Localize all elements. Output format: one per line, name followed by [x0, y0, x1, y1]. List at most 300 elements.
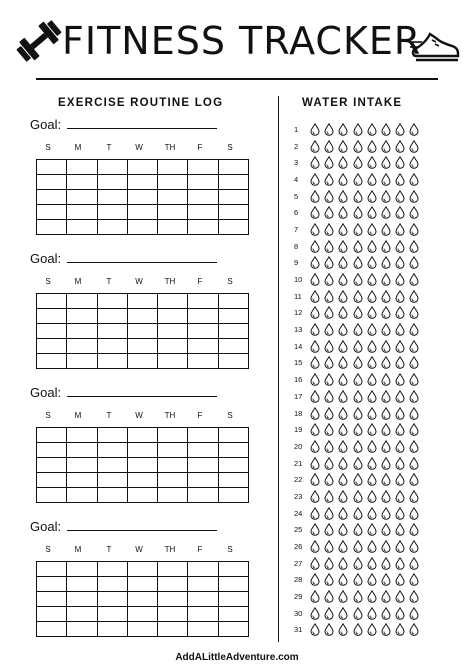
water-drop-icon[interactable] — [310, 190, 320, 203]
water-drop-icon[interactable] — [310, 623, 320, 636]
water-drop-icon[interactable] — [381, 273, 391, 286]
water-drop-icon[interactable] — [395, 490, 405, 503]
water-drop-icon[interactable] — [338, 273, 348, 286]
water-drop-icon[interactable] — [324, 590, 334, 603]
grid-cell[interactable] — [37, 175, 67, 190]
grid-cell[interactable] — [37, 324, 67, 339]
water-drop-icon[interactable] — [310, 373, 320, 386]
grid-cell[interactable] — [97, 205, 127, 220]
water-drop-icon[interactable] — [395, 440, 405, 453]
water-drop-icon[interactable] — [338, 473, 348, 486]
water-drop-icon[interactable] — [338, 140, 348, 153]
water-drop-icon[interactable] — [310, 607, 320, 620]
water-drop-icon[interactable] — [353, 156, 363, 169]
grid-cell[interactable] — [97, 294, 127, 309]
water-drop-icon[interactable] — [310, 240, 320, 253]
grid-cell[interactable] — [127, 205, 157, 220]
water-drop-icon[interactable] — [353, 223, 363, 236]
water-drop-icon[interactable] — [310, 390, 320, 403]
water-drop-icon[interactable] — [324, 423, 334, 436]
grid-cell[interactable] — [97, 220, 127, 235]
grid-cell[interactable] — [158, 205, 188, 220]
water-drop-icon[interactable] — [381, 223, 391, 236]
water-drop-icon[interactable] — [324, 223, 334, 236]
water-drop-icon[interactable] — [338, 407, 348, 420]
water-drop-icon[interactable] — [381, 140, 391, 153]
water-drop-icon[interactable] — [409, 623, 419, 636]
grid-cell[interactable] — [37, 622, 67, 637]
water-drop-icon[interactable] — [367, 623, 377, 636]
water-drop-icon[interactable] — [324, 440, 334, 453]
grid-cell[interactable] — [188, 324, 218, 339]
water-drop-icon[interactable] — [409, 557, 419, 570]
water-drop-icon[interactable] — [353, 290, 363, 303]
water-drop-icon[interactable] — [310, 206, 320, 219]
water-drop-icon[interactable] — [353, 607, 363, 620]
water-drop-icon[interactable] — [381, 340, 391, 353]
grid-cell[interactable] — [158, 562, 188, 577]
water-drop-icon[interactable] — [395, 607, 405, 620]
water-drop-icon[interactable] — [367, 407, 377, 420]
water-drop-icon[interactable] — [338, 573, 348, 586]
water-drop-icon[interactable] — [338, 290, 348, 303]
grid-cell[interactable] — [67, 160, 97, 175]
water-drop-icon[interactable] — [367, 356, 377, 369]
water-drop-icon[interactable] — [381, 523, 391, 536]
water-drop-icon[interactable] — [310, 590, 320, 603]
grid-cell[interactable] — [97, 577, 127, 592]
grid-cell[interactable] — [218, 294, 248, 309]
water-drop-icon[interactable] — [338, 607, 348, 620]
water-drop-icon[interactable] — [353, 340, 363, 353]
water-drop-icon[interactable] — [409, 407, 419, 420]
water-drop-icon[interactable] — [324, 123, 334, 136]
grid-cell[interactable] — [158, 488, 188, 503]
water-drop-icon[interactable] — [338, 206, 348, 219]
water-drop-icon[interactable] — [367, 256, 377, 269]
water-drop-icon[interactable] — [395, 356, 405, 369]
grid-cell[interactable] — [97, 622, 127, 637]
grid-cell[interactable] — [127, 622, 157, 637]
grid-cell[interactable] — [127, 160, 157, 175]
grid-cell[interactable] — [37, 458, 67, 473]
water-drop-icon[interactable] — [409, 190, 419, 203]
water-drop-icon[interactable] — [324, 256, 334, 269]
water-drop-icon[interactable] — [310, 306, 320, 319]
water-drop-icon[interactable] — [395, 423, 405, 436]
water-drop-icon[interactable] — [395, 523, 405, 536]
grid-cell[interactable] — [127, 294, 157, 309]
water-drop-icon[interactable] — [395, 206, 405, 219]
water-drop-icon[interactable] — [310, 540, 320, 553]
grid-cell[interactable] — [188, 205, 218, 220]
grid-cell[interactable] — [158, 592, 188, 607]
grid-cell[interactable] — [127, 592, 157, 607]
water-drop-icon[interactable] — [353, 306, 363, 319]
water-drop-icon[interactable] — [381, 190, 391, 203]
grid-cell[interactable] — [158, 190, 188, 205]
grid-cell[interactable] — [97, 607, 127, 622]
water-drop-icon[interactable] — [409, 240, 419, 253]
water-drop-icon[interactable] — [367, 457, 377, 470]
grid-cell[interactable] — [37, 577, 67, 592]
water-drop-icon[interactable] — [381, 206, 391, 219]
grid-cell[interactable] — [37, 488, 67, 503]
water-drop-icon[interactable] — [381, 440, 391, 453]
water-drop-icon[interactable] — [353, 407, 363, 420]
water-drop-icon[interactable] — [310, 356, 320, 369]
goal-line[interactable] — [67, 262, 217, 263]
grid-cell[interactable] — [158, 428, 188, 443]
grid-cell[interactable] — [188, 354, 218, 369]
water-drop-icon[interactable] — [395, 190, 405, 203]
water-drop-icon[interactable] — [338, 306, 348, 319]
water-drop-icon[interactable] — [310, 440, 320, 453]
grid-cell[interactable] — [127, 443, 157, 458]
water-drop-icon[interactable] — [338, 156, 348, 169]
grid-cell[interactable] — [218, 607, 248, 622]
water-drop-icon[interactable] — [381, 573, 391, 586]
water-drop-icon[interactable] — [409, 173, 419, 186]
water-drop-icon[interactable] — [324, 156, 334, 169]
grid-cell[interactable] — [97, 458, 127, 473]
grid-cell[interactable] — [37, 294, 67, 309]
water-drop-icon[interactable] — [409, 607, 419, 620]
grid-cell[interactable] — [127, 190, 157, 205]
water-drop-icon[interactable] — [324, 473, 334, 486]
water-drop-icon[interactable] — [324, 407, 334, 420]
water-drop-icon[interactable] — [381, 490, 391, 503]
water-drop-icon[interactable] — [409, 123, 419, 136]
grid-cell[interactable] — [188, 220, 218, 235]
grid-cell[interactable] — [97, 592, 127, 607]
grid-cell[interactable] — [218, 324, 248, 339]
water-drop-icon[interactable] — [353, 190, 363, 203]
water-drop-icon[interactable] — [310, 223, 320, 236]
grid-cell[interactable] — [127, 428, 157, 443]
water-drop-icon[interactable] — [353, 256, 363, 269]
grid-cell[interactable] — [218, 190, 248, 205]
water-drop-icon[interactable] — [310, 256, 320, 269]
water-drop-icon[interactable] — [353, 573, 363, 586]
water-drop-icon[interactable] — [395, 473, 405, 486]
grid-cell[interactable] — [218, 175, 248, 190]
grid-cell[interactable] — [127, 324, 157, 339]
grid-cell[interactable] — [188, 190, 218, 205]
water-drop-icon[interactable] — [381, 290, 391, 303]
grid-cell[interactable] — [127, 458, 157, 473]
water-drop-icon[interactable] — [409, 457, 419, 470]
water-drop-icon[interactable] — [395, 173, 405, 186]
water-drop-icon[interactable] — [338, 256, 348, 269]
grid-cell[interactable] — [67, 309, 97, 324]
water-drop-icon[interactable] — [310, 457, 320, 470]
water-drop-icon[interactable] — [409, 440, 419, 453]
water-drop-icon[interactable] — [324, 557, 334, 570]
water-drop-icon[interactable] — [395, 290, 405, 303]
water-drop-icon[interactable] — [395, 390, 405, 403]
water-drop-icon[interactable] — [409, 490, 419, 503]
grid-cell[interactable] — [158, 473, 188, 488]
water-drop-icon[interactable] — [367, 206, 377, 219]
grid-cell[interactable] — [218, 354, 248, 369]
grid-cell[interactable] — [188, 622, 218, 637]
water-drop-icon[interactable] — [395, 590, 405, 603]
water-drop-icon[interactable] — [367, 340, 377, 353]
water-drop-icon[interactable] — [367, 190, 377, 203]
water-drop-icon[interactable] — [381, 390, 391, 403]
water-drop-icon[interactable] — [367, 607, 377, 620]
grid-cell[interactable] — [158, 443, 188, 458]
grid-cell[interactable] — [158, 160, 188, 175]
grid-cell[interactable] — [37, 473, 67, 488]
grid-cell[interactable] — [37, 592, 67, 607]
water-drop-icon[interactable] — [353, 590, 363, 603]
water-drop-icon[interactable] — [409, 523, 419, 536]
grid-cell[interactable] — [218, 562, 248, 577]
water-drop-icon[interactable] — [353, 173, 363, 186]
water-drop-icon[interactable] — [395, 623, 405, 636]
grid-cell[interactable] — [158, 577, 188, 592]
goal-line[interactable] — [67, 128, 217, 129]
water-drop-icon[interactable] — [367, 540, 377, 553]
water-drop-icon[interactable] — [310, 423, 320, 436]
grid-cell[interactable] — [127, 562, 157, 577]
water-drop-icon[interactable] — [324, 140, 334, 153]
grid-cell[interactable] — [67, 473, 97, 488]
water-drop-icon[interactable] — [381, 306, 391, 319]
water-drop-icon[interactable] — [324, 390, 334, 403]
grid-cell[interactable] — [127, 339, 157, 354]
grid-cell[interactable] — [97, 428, 127, 443]
grid-cell[interactable] — [218, 309, 248, 324]
water-drop-icon[interactable] — [409, 390, 419, 403]
grid-cell[interactable] — [37, 354, 67, 369]
grid-cell[interactable] — [218, 220, 248, 235]
grid-cell[interactable] — [218, 592, 248, 607]
water-drop-icon[interactable] — [381, 590, 391, 603]
grid-cell[interactable] — [127, 175, 157, 190]
grid-cell[interactable] — [67, 592, 97, 607]
grid-cell[interactable] — [158, 309, 188, 324]
water-drop-icon[interactable] — [367, 140, 377, 153]
grid-cell[interactable] — [67, 354, 97, 369]
water-drop-icon[interactable] — [367, 490, 377, 503]
grid-cell[interactable] — [37, 160, 67, 175]
grid-cell[interactable] — [127, 488, 157, 503]
water-drop-icon[interactable] — [367, 573, 377, 586]
grid-cell[interactable] — [188, 294, 218, 309]
water-drop-icon[interactable] — [381, 607, 391, 620]
grid-cell[interactable] — [67, 190, 97, 205]
grid-cell[interactable] — [218, 160, 248, 175]
water-drop-icon[interactable] — [310, 573, 320, 586]
water-drop-icon[interactable] — [310, 273, 320, 286]
grid-cell[interactable] — [188, 175, 218, 190]
water-drop-icon[interactable] — [381, 540, 391, 553]
water-drop-icon[interactable] — [409, 140, 419, 153]
water-drop-icon[interactable] — [324, 607, 334, 620]
grid-cell[interactable] — [37, 562, 67, 577]
grid-cell[interactable] — [37, 607, 67, 622]
water-drop-icon[interactable] — [381, 407, 391, 420]
grid-cell[interactable] — [188, 607, 218, 622]
water-drop-icon[interactable] — [381, 123, 391, 136]
grid-cell[interactable] — [127, 577, 157, 592]
grid-cell[interactable] — [97, 175, 127, 190]
water-drop-icon[interactable] — [338, 340, 348, 353]
water-drop-icon[interactable] — [367, 240, 377, 253]
water-drop-icon[interactable] — [310, 323, 320, 336]
water-drop-icon[interactable] — [381, 173, 391, 186]
water-drop-icon[interactable] — [353, 557, 363, 570]
grid-cell[interactable] — [67, 428, 97, 443]
water-drop-icon[interactable] — [367, 557, 377, 570]
grid-cell[interactable] — [97, 309, 127, 324]
water-drop-icon[interactable] — [381, 457, 391, 470]
grid-cell[interactable] — [218, 488, 248, 503]
water-drop-icon[interactable] — [324, 290, 334, 303]
grid-cell[interactable] — [37, 309, 67, 324]
grid-cell[interactable] — [188, 160, 218, 175]
water-drop-icon[interactable] — [381, 256, 391, 269]
grid-cell[interactable] — [158, 458, 188, 473]
water-drop-icon[interactable] — [409, 373, 419, 386]
grid-cell[interactable] — [158, 220, 188, 235]
grid-cell[interactable] — [97, 190, 127, 205]
grid-cell[interactable] — [188, 339, 218, 354]
grid-cell[interactable] — [97, 562, 127, 577]
water-drop-icon[interactable] — [395, 407, 405, 420]
grid-cell[interactable] — [158, 354, 188, 369]
water-drop-icon[interactable] — [409, 573, 419, 586]
grid-cell[interactable] — [158, 622, 188, 637]
grid-cell[interactable] — [158, 294, 188, 309]
grid-cell[interactable] — [218, 458, 248, 473]
water-drop-icon[interactable] — [409, 473, 419, 486]
water-drop-icon[interactable] — [324, 190, 334, 203]
water-drop-icon[interactable] — [310, 490, 320, 503]
grid-cell[interactable] — [67, 205, 97, 220]
water-drop-icon[interactable] — [367, 373, 377, 386]
water-drop-icon[interactable] — [338, 507, 348, 520]
water-drop-icon[interactable] — [324, 173, 334, 186]
grid-cell[interactable] — [218, 443, 248, 458]
water-drop-icon[interactable] — [395, 256, 405, 269]
water-drop-icon[interactable] — [395, 573, 405, 586]
grid-cell[interactable] — [188, 562, 218, 577]
grid-cell[interactable] — [67, 175, 97, 190]
water-drop-icon[interactable] — [338, 190, 348, 203]
water-drop-icon[interactable] — [324, 340, 334, 353]
grid-cell[interactable] — [218, 577, 248, 592]
water-drop-icon[interactable] — [409, 423, 419, 436]
water-drop-icon[interactable] — [324, 273, 334, 286]
water-drop-icon[interactable] — [381, 557, 391, 570]
water-drop-icon[interactable] — [395, 240, 405, 253]
grid-cell[interactable] — [218, 428, 248, 443]
grid-cell[interactable] — [67, 607, 97, 622]
grid-cell[interactable] — [37, 220, 67, 235]
water-drop-icon[interactable] — [367, 123, 377, 136]
water-drop-icon[interactable] — [367, 423, 377, 436]
water-drop-icon[interactable] — [324, 573, 334, 586]
grid-cell[interactable] — [188, 458, 218, 473]
water-drop-icon[interactable] — [338, 373, 348, 386]
water-drop-icon[interactable] — [367, 390, 377, 403]
goal-line[interactable] — [67, 530, 217, 531]
grid-cell[interactable] — [67, 443, 97, 458]
water-drop-icon[interactable] — [409, 540, 419, 553]
water-drop-icon[interactable] — [395, 223, 405, 236]
grid-cell[interactable] — [97, 339, 127, 354]
grid-cell[interactable] — [188, 488, 218, 503]
grid-cell[interactable] — [127, 220, 157, 235]
water-drop-icon[interactable] — [353, 423, 363, 436]
water-drop-icon[interactable] — [353, 323, 363, 336]
grid-cell[interactable] — [37, 339, 67, 354]
water-drop-icon[interactable] — [353, 507, 363, 520]
water-drop-icon[interactable] — [395, 156, 405, 169]
water-drop-icon[interactable] — [338, 523, 348, 536]
water-drop-icon[interactable] — [353, 540, 363, 553]
water-drop-icon[interactable] — [310, 473, 320, 486]
water-drop-icon[interactable] — [381, 373, 391, 386]
water-drop-icon[interactable] — [324, 240, 334, 253]
grid-cell[interactable] — [67, 220, 97, 235]
water-drop-icon[interactable] — [353, 240, 363, 253]
water-drop-icon[interactable] — [409, 156, 419, 169]
water-drop-icon[interactable] — [324, 507, 334, 520]
water-drop-icon[interactable] — [367, 440, 377, 453]
water-drop-icon[interactable] — [324, 373, 334, 386]
water-drop-icon[interactable] — [395, 140, 405, 153]
grid-cell[interactable] — [188, 428, 218, 443]
water-drop-icon[interactable] — [381, 240, 391, 253]
water-drop-icon[interactable] — [381, 623, 391, 636]
grid-cell[interactable] — [158, 607, 188, 622]
water-drop-icon[interactable] — [395, 123, 405, 136]
water-drop-icon[interactable] — [338, 240, 348, 253]
water-drop-icon[interactable] — [409, 356, 419, 369]
water-drop-icon[interactable] — [381, 423, 391, 436]
water-drop-icon[interactable] — [310, 156, 320, 169]
water-drop-icon[interactable] — [367, 473, 377, 486]
grid-cell[interactable] — [127, 473, 157, 488]
water-drop-icon[interactable] — [324, 490, 334, 503]
water-drop-icon[interactable] — [381, 507, 391, 520]
grid-cell[interactable] — [37, 428, 67, 443]
grid-cell[interactable] — [67, 294, 97, 309]
water-drop-icon[interactable] — [367, 173, 377, 186]
water-drop-icon[interactable] — [353, 356, 363, 369]
water-drop-icon[interactable] — [324, 623, 334, 636]
grid-cell[interactable] — [218, 473, 248, 488]
grid-cell[interactable] — [67, 458, 97, 473]
water-drop-icon[interactable] — [310, 140, 320, 153]
grid-cell[interactable] — [67, 339, 97, 354]
water-drop-icon[interactable] — [353, 373, 363, 386]
water-drop-icon[interactable] — [353, 473, 363, 486]
water-drop-icon[interactable] — [353, 206, 363, 219]
water-drop-icon[interactable] — [395, 340, 405, 353]
water-drop-icon[interactable] — [353, 440, 363, 453]
water-drop-icon[interactable] — [409, 273, 419, 286]
water-drop-icon[interactable] — [395, 323, 405, 336]
water-drop-icon[interactable] — [395, 373, 405, 386]
water-drop-icon[interactable] — [310, 507, 320, 520]
grid-cell[interactable] — [67, 324, 97, 339]
